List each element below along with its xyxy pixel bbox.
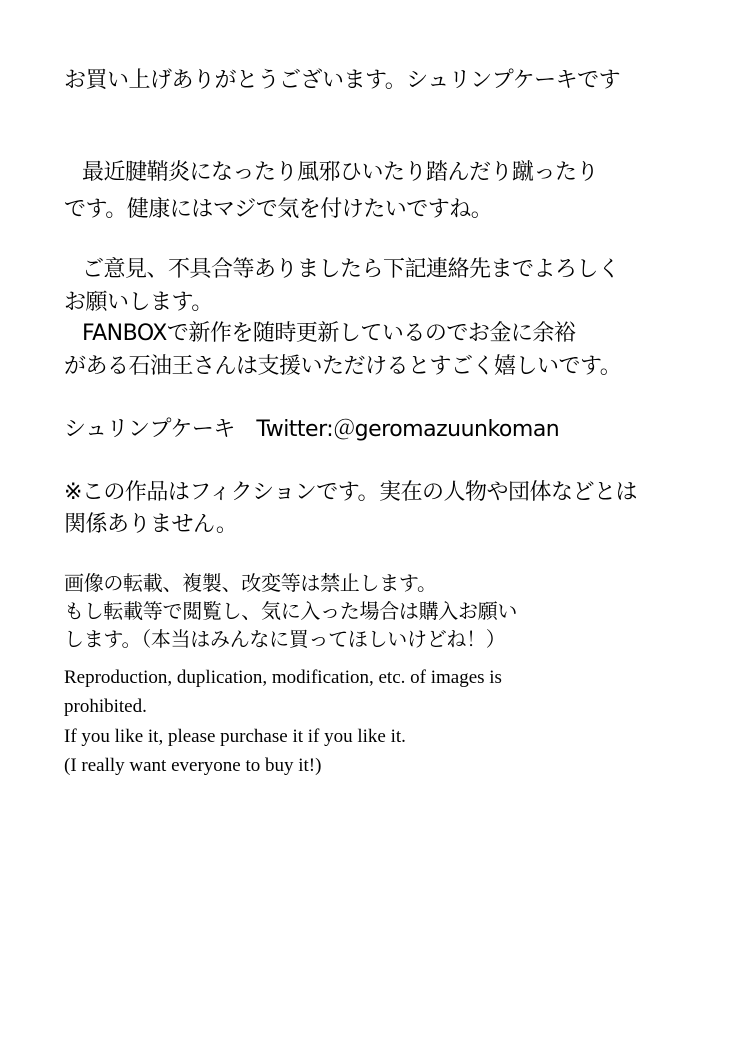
english-notice-line-2: prohibited. xyxy=(64,696,147,717)
notice-line-2: もし転載等で閲覧し、気に入った場合は購入お願い xyxy=(64,599,518,623)
health-text-line-2: です。健康にはマジで気を付けたいですね。 xyxy=(64,197,493,222)
author-contact-line: シュリンプケーキ Twitter:＠geromazuunkoman xyxy=(64,417,560,442)
english-notice-line-3: If you like it, please purchase it if you like it. xyxy=(64,726,406,747)
fanbox-text-line-2: がある石油王さんは支援いただけるとすごく嬉しいです。 xyxy=(64,354,622,379)
contact-text-line-1: ご意見、不具合等ありましたら下記連絡先までよろしく xyxy=(82,257,620,282)
english-notice-line-1: Reproduction, duplication, modification, etc. of images is xyxy=(64,667,502,688)
notice-line-3: します。（本当はみんなに買ってほしいけどね！） xyxy=(64,627,506,651)
greeting-text: お買い上げありがとうございます。シュリンプケーキです xyxy=(64,68,621,93)
notice-line-1: 画像の転載、複製、改変等は禁止します。 xyxy=(64,571,437,595)
fiction-disclaimer-line-1: ※この作品はフィクションです。実在の人物や団体などとは xyxy=(64,480,637,505)
fiction-disclaimer-line-2: 関係ありません。 xyxy=(64,512,238,537)
english-notice-line-4: (I really want everyone to buy it!) xyxy=(64,755,322,776)
contact-text-line-2: お願いします。 xyxy=(64,290,213,315)
health-text-line-1: 最近腱鞘炎になったり風邪ひいたり踏んだり蹴ったり xyxy=(82,160,599,185)
fanbox-text-line-1: FANBOXで新作を随時更新しているのでお金に余裕 xyxy=(82,321,576,346)
